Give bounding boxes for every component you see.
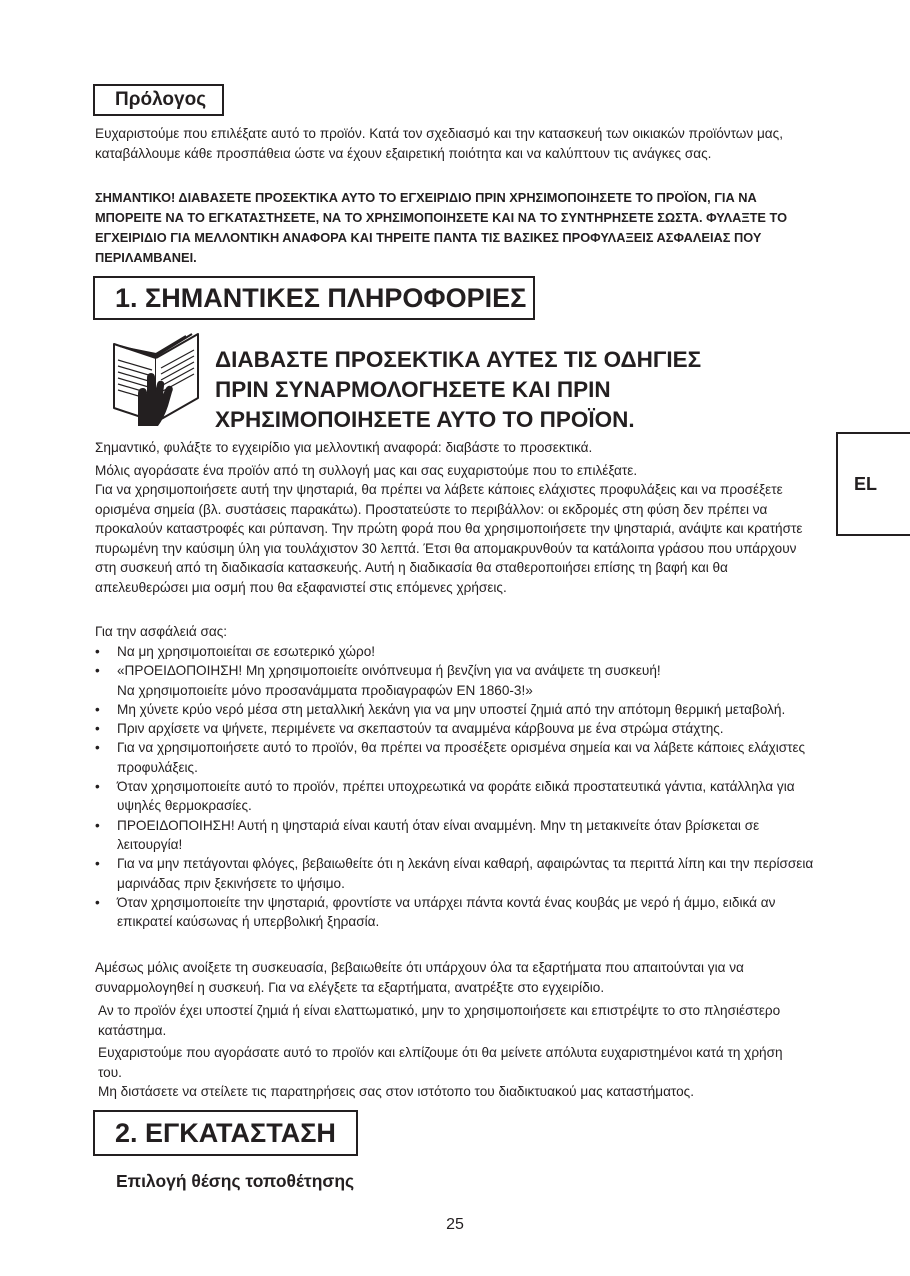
section-2-title: 2. ΕΓΚΑΤΑΣΤΑΣΗ: [93, 1110, 358, 1156]
prologue-title: Πρόλογος: [93, 84, 224, 116]
prologue-intro: Ευχαριστούμε που επιλέξατε αυτό το προϊόν. Κατά τον σχεδιασμό και την κατασκευή των οικιακών προϊόντων μας, καταβάλλουμε κάθε προσπάθεια ώστε να έχουν εξαιρετική ποιότητα και να καλύπτουν τις ανάγκες σας.: [95, 126, 783, 161]
feedback-paragraph: Μη διστάσετε να στείλετε τις παρατηρήσεις σας στον ιστότοπο του διαδικτυακού μας καταστήματος.: [98, 1084, 694, 1099]
list-item: • Πριν αρχίσετε να ψήνετε, περιμένετε να σκεπαστούν τα αναμμένα κάρβουνα με ένα στρώμα στάχτης.: [95, 719, 820, 738]
list-item: • Όταν χρησιμοποιείτε την ψησταριά, φροντίστε να υπάρχει πάντα κοντά ένας κουβάς με νερό ή άμμο, ειδικά αν επικρατεί καύσωνας ή υπερβολική ξηρασία.: [95, 893, 820, 932]
thanks-paragraph: Ευχαριστούμε που αγοράσατε αυτό το προϊόν και ελπίζουμε ότι θα μείνετε απόλυτα ευχαριστημένοι κατά τη χρήση του.: [98, 1045, 783, 1080]
list-item: • Για να μην πετάγονται φλόγες, βεβαιωθείτε ότι η λεκάνη είναι καθαρή, αφαιρώντας τα περιττά λίπη και την περίσσεια μαρινάδας πριν ξεκινήσετε το ψήσιμο.: [95, 854, 820, 893]
usage-intro: Για να χρησιμοποιήσετε αυτή την ψησταριά, θα πρέπει να λάβετε κάποιες ελάχιστες προφυλάξεις και να προσέξετε ορισμένα σημεία (βλ. συστάσεις παρακάτω). Προστατεύστε το περιβάλλον: οι εκδρομές στη φύση δεν πρέπει να προκαλούν καταστροφές και ρύπανση. Την πρώτη φορά που θα χρησιμοποιήσετε την ψησταριά, ανάψτε και κρατήστε πυρωμένη την καύσιμη ύλη για τουλάχιστον 30 λεπτά. Έτσι θα απομακρυνθούν τα κατάλοιπα γράσου που υπάρχουν στη συσκευή από τη διαδικασία κατασκευής. Αυτή η διαδικασία θα σταθεροποιήσει επίσης τη βαφή και θα απελευθερώσει μια οσμή που θα εξαφανιστεί στις επόμενες χρήσεις.: [95, 482, 803, 595]
list-item: • Όταν χρησιμοποιείτε αυτό το προϊόν, πρέπει υποχρεωτικά να φοράτε ειδικά προστατευτικά γάντια, κατάλληλα για υψηλές θερμοκρασίες.: [95, 777, 820, 816]
list-item: • Για να χρησιμοποιήσετε αυτό το προϊόν, θα πρέπει να προσέξετε ορισμένα σημεία και να λάβετε κάποιες ελάχιστες προφυλάξεις.: [95, 738, 820, 777]
list-item: • «ΠΡΟΕΙΔΟΠΟΙΗΣΗ! Μη χρησιμοποιείτε οινόπνευμα ή βενζίνη για να ανάψετε τη συσκευή! Να χρησιμοποιείτε μόνο προσανάμματα προδιαγραφών EN 1860-3!»: [95, 661, 820, 700]
prologue-important-notice: ΣΗΜΑΝΤΙΚΟ! ΔΙΑΒΑΣΕΤΕ ΠΡΟΣΕΚΤΙΚΑ ΑΥΤΟ ΤΟ ΕΓΧΕΙΡΙΔΙΟ ΠΡΙΝ ΧΡΗΣΙΜΟΠΟΙΗΣΕΤΕ ΤΟ ΠΡΟΪΟΝ, ΓΙΑ ΝΑ ΜΠΟΡΕΙΤΕ ΝΑ ΤΟ ΕΓΚΑΤΑΣΤΗΣΕΤΕ, ΝΑ ΤΟ ΧΡΗΣΙΜΟΠΟΙΗΣΕΤΕ ΚΑΙ ΝΑ ΤΟ ΣΥΝΤΗΡΗΣΕΤΕ ΣΩΣΤΑ. ΦΥΛΑΞΤΕ ΤΟ ΕΓΧΕΙΡΙΔΙΟ ΓΙΑ ΜΕΛΛΟΝΤΙΚΗ ΑΝΑΦΟΡΑ ΚΑΙ ΤΗΡΕΙΤΕ ΠΑΝΤΑ ΤΙΣ ΒΑΣΙΚΕΣ ΠΡΟΦΥΛΑΞΕΙΣ ΑΣΦΑΛΕΙΑΣ ΠΟΥ ΠΕΡΙΛΑΜΒΑΝΕΙ.: [95, 190, 788, 265]
read-heading-line: ΧΡΗΣΙΜΟΠΟΙΗΣΕΤΕ ΑΥΤΟ ΤΟ ΠΡΟΪΟΝ.: [215, 407, 635, 432]
damaged-paragraph: Αν το προϊόν έχει υποστεί ζημιά ή είναι ελαττωματικό, μην το χρησιμοποιήσετε και επιστρέψτε το στο πλησιέστερο κατάστημα.: [98, 1003, 781, 1038]
read-instructions-heading: [215, 345, 735, 435]
purchase-thanks: Μόλις αγοράσατε ένα προϊόν από τη συλλογή μας και σας ευχαριστούμε που το επιλέξατε.: [95, 463, 638, 478]
list-item: • Να μη χρησιμοποιείται σε εσωτερικό χώρο!: [95, 642, 820, 661]
safety-list: [95, 642, 820, 931]
unpack-paragraph: Αμέσως μόλις ανοίξετε τη συσκευασία, βεβαιωθείτε ότι υπάρχουν όλα τα εξαρτήματα που απαιτούνται για να συναρμολογηθεί η συσκευή. Για να ελέγξετε τα εξαρτήματα, ανατρέξτε στο εγχειρίδιο.: [95, 960, 744, 995]
read-heading-line: ΔΙΑΒΑΣΤΕ ΠΡΟΣΕΚΤΙΚΑ ΑΥΤΕΣ ΤΙΣ ΟΔΗΓΙΕΣ: [215, 347, 702, 372]
list-item: • ΠΡΟΕΙΔΟΠΟΙΗΣΗ! Αυτή η ψησταριά είναι καυτή όταν είναι αναμμένη. Μην τη μετακινείτε όταν βρίσκεται σε λειτουργία!: [95, 816, 820, 855]
read-heading-line: ΠΡΙΝ ΣΥΝΑΡΜΟΛΟΓΗΣΕΤΕ ΚΑΙ ΠΡΙΝ: [215, 377, 611, 402]
language-tab: EL: [836, 432, 910, 536]
subsection-title: Επιλογή θέσης τοποθέτησης: [116, 1171, 355, 1191]
safety-label: Για την ασφάλειά σας:: [95, 624, 228, 639]
page-number: 25: [446, 1216, 464, 1233]
section-1-title: 1. ΣΗΜΑΝΤΙΚΕΣ ΠΛΗΡΟΦΟΡΙΕΣ: [93, 276, 535, 320]
keep-manual-note: Σημαντικό, φυλάξτε το εγχειρίδιο για μελλοντική αναφορά: διαβάστε το προσεκτικά.: [95, 440, 593, 455]
list-item: • Μη χύνετε κρύο νερό μέσα στη μεταλλική λεκάνη για να μην υποστεί ζημιά από την απότομη θερμική μεταβολή.: [95, 700, 820, 719]
open-book-hand-icon: [108, 330, 208, 428]
